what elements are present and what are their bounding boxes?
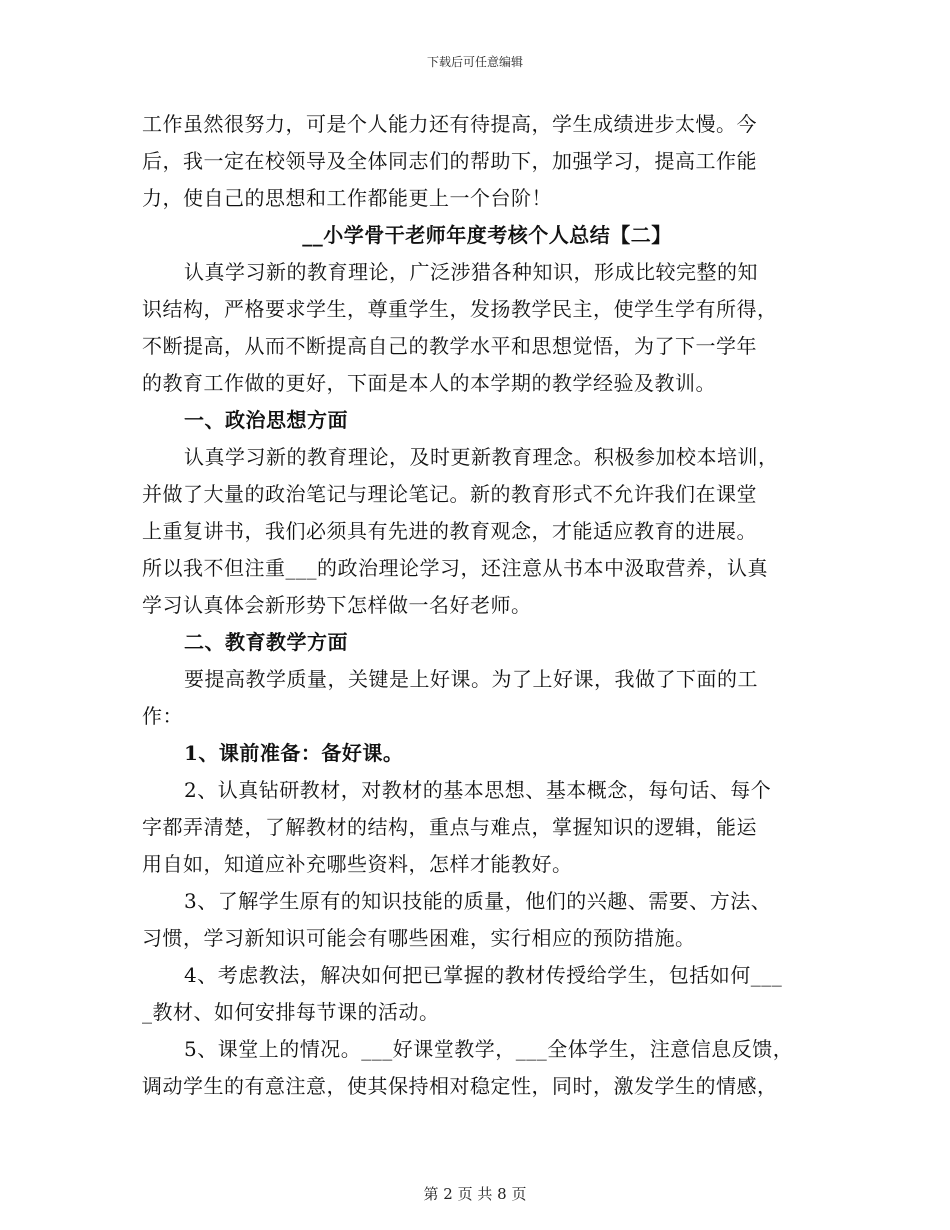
paragraph-line: 2、认真钻研教材，对教材的基本思想、基本概念，每句话、每个 — [184, 778, 772, 802]
paragraph-line: _教材、如何安排每节课的活动。 — [142, 1000, 440, 1024]
paragraph-line: 3、了解学生原有的知识技能的质量，他们的兴趣、需要、方法、 — [184, 889, 772, 913]
paragraph-line: 习惯，学习新知识可能会有哪些困难，实行相应的预防措施。 — [142, 926, 696, 950]
paragraph-line: 用自如，知道应补充哪些资料，怎样才能教好。 — [142, 852, 573, 876]
paragraph-line: 字都弄清楚，了解教材的结构，重点与难点，掌握知识的逻辑，能运 — [142, 815, 757, 839]
paragraph-line: 要提高教学质量，关键是上好课。为了上好课，我做了下面的工 — [184, 667, 758, 691]
section-heading: 二、教育教学方面 — [184, 630, 348, 654]
paragraph-line: 作： — [142, 704, 183, 728]
paragraph-line: 识结构，严格要求学生，尊重学生，发扬教学民主，使学生学有所得， — [142, 297, 778, 321]
paragraph-line: 认真学习新的教育理论，广泛涉猎各种知识，形成比较完整的知 — [184, 260, 758, 284]
paragraph-line: 力，使自己的思想和工作都能更上一个台阶！ — [142, 186, 552, 210]
page-number: 第 2 页 共 8 页 — [423, 1185, 527, 1203]
document-body — [142, 106, 812, 1105]
section-heading: 一、政治思想方面 — [184, 408, 348, 432]
paragraph-line: 不断提高，从而不断提高自己的教学水平和思想觉悟，为了下一学年 — [142, 334, 757, 358]
paragraph-line: 认真学习新的教育理论，及时更新教育理念。积极参加校本培训， — [184, 445, 779, 469]
section-title: __小学骨干老师年度考核个人总结【二】 — [302, 223, 672, 247]
paragraph-line: 的教育工作做的更好，下面是本人的本学期的教学经验及教训。 — [142, 371, 716, 395]
paragraph-line: 学习认真体会新形势下怎样做一名好老师。 — [142, 593, 532, 617]
paragraph-line: 5、课堂上的情况。___好课堂教学，___全体学生，注意信息反馈， — [184, 1037, 794, 1061]
paragraph-line: 工作虽然很努力，可是个人能力还有待提高，学生成绩进步太慢。今 — [142, 112, 757, 136]
subsection-heading: 1、课前准备：备好课。 — [184, 741, 404, 765]
paragraph-line: 调动学生的有意注意，使其保持相对稳定性，同时，激发学生的情感， — [142, 1074, 778, 1098]
paragraph-line: 上重复讲书，我们必须具有先进的教育观念，才能适应教育的进展。 — [142, 519, 757, 543]
paragraph-line: 后，我一定在校领导及全体同志们的帮助下，加强学习，提高工作能 — [142, 149, 757, 173]
header-note: 下载后可任意编辑 — [426, 55, 523, 69]
paragraph-line: 所以我不但注重___的政治理论学习，还注意从书本中汲取营养，认真 — [142, 556, 768, 580]
paragraph-line: 4、考虑教法，解决如何把已掌握的教材传授给学生，包括如何___ — [184, 963, 783, 987]
paragraph-line: 并做了大量的政治笔记与理论笔记。新的教育形式不允许我们在课堂 — [142, 482, 757, 506]
